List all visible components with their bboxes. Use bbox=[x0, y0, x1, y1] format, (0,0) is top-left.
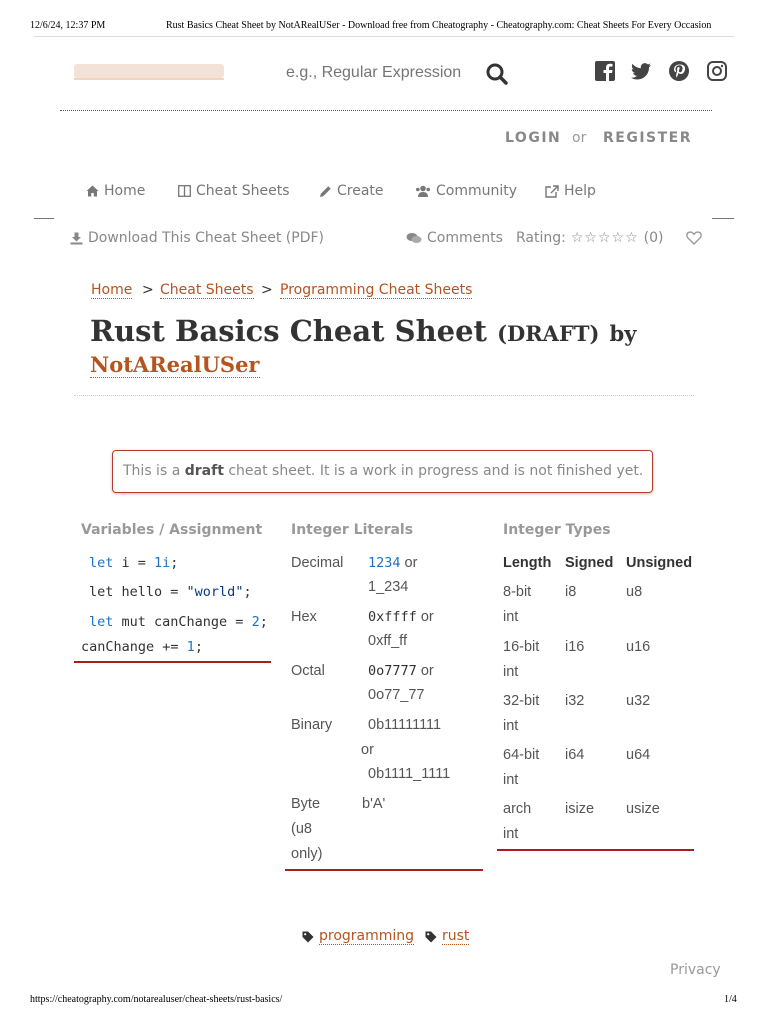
literal-or: or bbox=[420, 663, 434, 679]
literal-label: Binary bbox=[291, 717, 333, 733]
author-link[interactable]: NotARealUSer bbox=[90, 352, 260, 377]
literal-value-primary: 0o7777 bbox=[368, 663, 417, 679]
type-length: 32-bit bbox=[503, 693, 540, 709]
type-unsigned: u8 bbox=[626, 584, 643, 600]
draft-notice-text bbox=[123, 463, 643, 479]
page-title bbox=[90, 314, 636, 348]
frame-line-right bbox=[712, 218, 734, 219]
type-length: int bbox=[503, 718, 519, 734]
code-number: 1i bbox=[154, 555, 171, 571]
header-top-border bbox=[34, 36, 734, 37]
comments-icon bbox=[406, 232, 422, 244]
title-divider bbox=[74, 395, 694, 396]
header-divider bbox=[60, 110, 712, 111]
nav-create-label: Create bbox=[337, 183, 384, 199]
pencil-icon bbox=[319, 185, 332, 198]
section-end-rule bbox=[74, 661, 271, 663]
type-signed: i32 bbox=[565, 693, 585, 709]
table-header: Signed bbox=[565, 555, 614, 571]
literal-value bbox=[368, 551, 417, 576]
code-line bbox=[89, 614, 268, 630]
code-keyword: let bbox=[89, 614, 114, 630]
breadcrumb-cheat-sheets[interactable]: Cheat Sheets bbox=[160, 282, 254, 298]
comments-link[interactable] bbox=[406, 230, 503, 246]
auth-or-text: or bbox=[572, 130, 587, 146]
search-icon[interactable] bbox=[485, 62, 509, 86]
pinterest-icon[interactable] bbox=[668, 60, 690, 82]
nav-home[interactable] bbox=[86, 183, 145, 199]
rating-count: (0) bbox=[643, 230, 664, 246]
literal-value bbox=[368, 605, 434, 630]
tag-rust[interactable] bbox=[425, 928, 469, 945]
privacy-link[interactable]: Privacy bbox=[670, 962, 721, 978]
print-page-title: Rust Basics Cheat Sheet by NotARealUSer - Download free from Cheatography - Cheatography.com: Cheat Sheets For Every Occasion bbox=[166, 20, 712, 31]
code-text: i = bbox=[113, 555, 155, 571]
literal-or: or bbox=[420, 609, 434, 625]
page-title-main: Rust Basics Cheat Sheet bbox=[90, 314, 487, 348]
literal-label: Decimal bbox=[291, 555, 344, 571]
code-line bbox=[89, 555, 178, 571]
table-header: Unsigned bbox=[626, 555, 693, 571]
literal-label: Octal bbox=[291, 663, 325, 679]
download-pdf-label: Download This Cheat Sheet (PDF) bbox=[88, 230, 325, 246]
nav-help[interactable] bbox=[545, 183, 596, 199]
type-length: int bbox=[503, 609, 519, 625]
literal-value-alt: 1_234 bbox=[368, 579, 409, 595]
breadcrumb-home[interactable]: Home bbox=[91, 282, 133, 298]
literal-or: or bbox=[361, 742, 374, 758]
tag-icon bbox=[302, 931, 314, 943]
print-footer-page: 1/4 bbox=[724, 994, 737, 1005]
literal-value-primary: b'A' bbox=[362, 796, 386, 812]
literal-label: (u8 bbox=[291, 821, 312, 837]
type-signed: i8 bbox=[565, 584, 577, 600]
literal-value-alt: 0xff_ff bbox=[368, 633, 407, 649]
literal-value bbox=[368, 659, 434, 684]
nav-home-label: Home bbox=[104, 183, 146, 199]
literal-or: or bbox=[404, 555, 418, 571]
code-text: ; bbox=[259, 614, 268, 630]
code-text: ; bbox=[243, 584, 252, 600]
comments-label: Comments bbox=[427, 230, 503, 246]
tag-label: rust bbox=[442, 928, 470, 944]
download-pdf-link[interactable] bbox=[70, 230, 324, 246]
draft-notice-suffix: cheat sheet. It is a work in progress and is not finished yet. bbox=[228, 463, 644, 479]
download-icon bbox=[70, 232, 83, 245]
type-length: 64-bit bbox=[503, 747, 540, 763]
tag-icon bbox=[425, 931, 437, 943]
type-length: int bbox=[503, 826, 519, 842]
code-text: let hello = bbox=[89, 584, 187, 600]
table-header: Length bbox=[503, 555, 552, 571]
literal-value-primary: 1234 bbox=[368, 555, 401, 571]
code-text: ; bbox=[194, 639, 203, 655]
nav-community[interactable] bbox=[415, 183, 517, 199]
print-footer-url: https://cheatography.com/notarealuser/cheat-sheets/rust-basics/ bbox=[30, 994, 283, 1005]
type-unsigned: u16 bbox=[626, 639, 651, 655]
literal-label: Byte bbox=[291, 796, 321, 812]
rating-label: Rating: bbox=[516, 230, 566, 246]
type-length: 8-bit bbox=[503, 584, 532, 600]
frame-line-left bbox=[34, 218, 54, 219]
literal-label: only) bbox=[291, 846, 323, 862]
login-link[interactable]: LOGIN bbox=[505, 130, 562, 146]
code-number: 1 bbox=[186, 639, 195, 655]
code-line bbox=[81, 639, 203, 655]
code-line bbox=[89, 584, 252, 600]
nav-cheat-sheets[interactable] bbox=[178, 183, 290, 199]
section-end-rule bbox=[497, 849, 694, 851]
users-icon bbox=[415, 185, 431, 198]
section-end-rule bbox=[285, 869, 483, 871]
nav-create[interactable] bbox=[319, 183, 384, 199]
code-text: mut canChange = bbox=[113, 614, 252, 630]
rating bbox=[516, 230, 663, 246]
instagram-icon[interactable] bbox=[706, 60, 728, 82]
favorite-heart-icon[interactable] bbox=[686, 231, 702, 245]
literal-value-alt: 0o77_77 bbox=[368, 687, 425, 703]
print-datetime: 12/6/24, 12:37 PM bbox=[30, 20, 106, 31]
page-title-draft: (DRAFT) bbox=[497, 321, 600, 346]
type-signed: i16 bbox=[565, 639, 585, 655]
section-title-integer-types: Integer Types bbox=[503, 522, 611, 538]
nav-cheat-sheets-label: Cheat Sheets bbox=[196, 183, 290, 199]
code-keyword: let bbox=[89, 555, 114, 571]
section-title-variables: Variables / Assignment bbox=[81, 522, 263, 538]
breadcrumb-category[interactable]: Programming Cheat Sheets bbox=[280, 282, 473, 298]
draft-notice-bold: draft bbox=[184, 463, 224, 479]
code-text: canChange += bbox=[81, 639, 187, 655]
tag-programming[interactable] bbox=[302, 928, 414, 945]
literal-value-alt: 0b1111_1111 bbox=[368, 766, 451, 782]
home-icon bbox=[86, 185, 99, 197]
type-unsigned: u64 bbox=[626, 747, 651, 763]
type-unsigned: u32 bbox=[626, 693, 651, 709]
facebook-icon[interactable] bbox=[594, 60, 616, 82]
section-title-integer-literals: Integer Literals bbox=[291, 522, 414, 538]
nav-community-label: Community bbox=[436, 183, 518, 199]
literal-value-primary: 0b11111111 bbox=[368, 717, 442, 733]
code-number: 2 bbox=[251, 614, 260, 630]
twitter-icon[interactable] bbox=[630, 60, 652, 82]
type-length: arch bbox=[503, 801, 532, 817]
type-signed: isize bbox=[565, 801, 595, 817]
code-string: "world" bbox=[186, 584, 244, 600]
type-unsigned: usize bbox=[626, 801, 660, 817]
breadcrumb-separator: > bbox=[142, 282, 154, 298]
breadcrumb-separator: > bbox=[261, 282, 273, 298]
type-length: 16-bit bbox=[503, 639, 540, 655]
type-length: int bbox=[503, 772, 519, 788]
type-length: int bbox=[503, 664, 519, 680]
book-icon bbox=[178, 185, 191, 197]
literal-value-primary: 0xffff bbox=[368, 609, 417, 625]
cheatography-logo[interactable] bbox=[72, 58, 232, 84]
tag-label: programming bbox=[319, 928, 415, 944]
rating-stars[interactable]: ☆☆☆☆☆ bbox=[570, 230, 639, 246]
register-link[interactable]: REGISTER bbox=[603, 130, 693, 146]
literal-label: Hex bbox=[291, 609, 317, 625]
search-input[interactable] bbox=[286, 60, 472, 86]
type-signed: i64 bbox=[565, 747, 585, 763]
nav-help-label: Help bbox=[564, 183, 596, 199]
page-title-by: by bbox=[609, 321, 637, 346]
draft-notice-prefix: This is a bbox=[123, 463, 181, 479]
external-link-icon bbox=[545, 185, 559, 198]
code-text: ; bbox=[170, 555, 179, 571]
